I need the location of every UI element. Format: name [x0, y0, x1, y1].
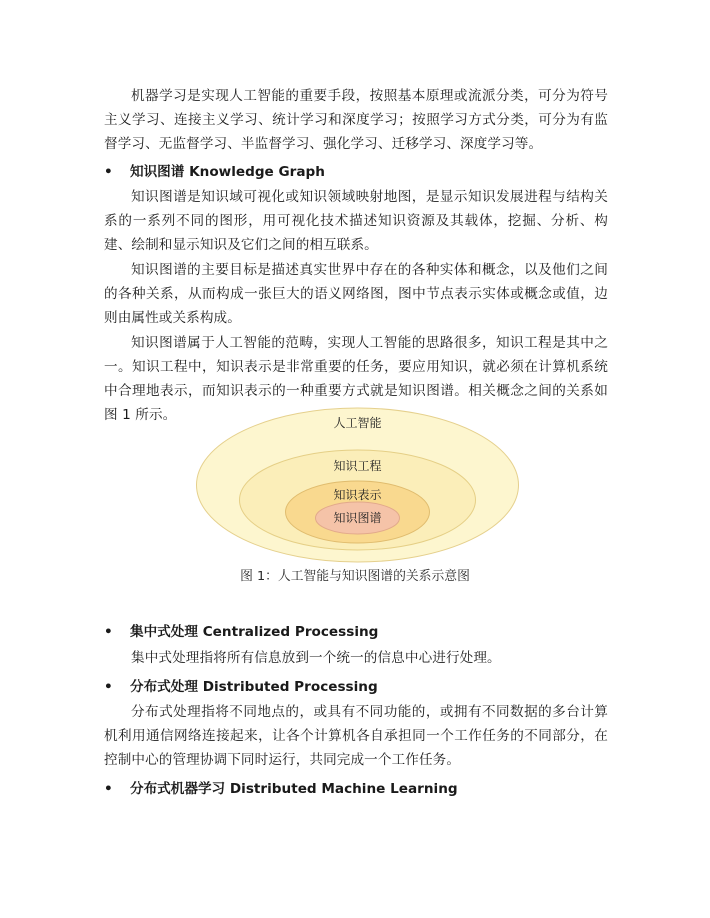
label-ke: 知识工程 [333, 459, 382, 473]
paragraph-kg-ai: 知识图谱属于人工智能的范畴，实现人工智能的思路很多，知识工程是其中之一。知识工程中，知识表示是非常重要的任务，要应用知识，就必须在计算机系统中合理地表示，而知识表示的一种重要方式就是知识图谱。相关概念之间的关系如图 1 所示。 [104, 335, 608, 423]
paragraph-distributed-definition: 分布式处理指将不同地点的，或具有不同功能的，或拥有不同数据的多台计算机利用通信网络连接起来，让各个计算机各自承担同一个工作任务的不同部分，在控制中心的管理协调下同时运行，共同完成一个工作任务。 [104, 704, 608, 768]
paragraph-kg-goal: 知识图谱的主要目标是描述真实世界中存在的各种实体和概念，以及他们之间的各种关系，从而构成一张巨大的语义网络图，图中节点表示实体或概念或值，边则由属性或关系构成。 [104, 262, 608, 326]
paragraph-ml-intro: 机器学习是实现人工智能的重要手段，按照基本原理或流派分类，可分为符号主义学习、连接主义学习、统计学习和深度学习；按照学习方式分类，可分为有监督学习、无监督学习、半监督学习、强化学习、迁移学习、深度学习等。 [104, 88, 608, 152]
paragraph-kg-definition: 知识图谱是知识域可视化或知识领域映射地图，是显示知识发展进程与结构关系的一系列不同的图形，用可视化技术描述知识资源及其载体，挖掘、分析、构建、绘制和显示知识及它们之间的相互联系。 [104, 189, 608, 253]
label-kg: 知识图谱 [333, 511, 382, 525]
paragraph-centralized-definition: 集中式处理指将所有信息放到一个统一的信息中心进行处理。 [131, 650, 501, 666]
figure-caption: 图 1：人工智能与知识图谱的关系示意图 [240, 569, 470, 584]
label-kr: 知识表示 [333, 488, 382, 502]
heading-centralized-processing: 集中式处理 Centralized Processing [130, 624, 379, 640]
bullet-marker: • [104, 679, 113, 695]
nested-ellipse-diagram [195, 406, 520, 564]
heading-distributed-processing: 分布式处理 Distributed Processing [130, 679, 378, 695]
heading-distributed-ml: 分布式机器学习 Distributed Machine Learning [130, 781, 458, 797]
bullet-marker: • [104, 781, 113, 797]
label-ai: 人工智能 [333, 416, 382, 430]
bullet-marker: • [104, 164, 113, 180]
heading-knowledge-graph: 知识图谱 Knowledge Graph [130, 164, 325, 180]
bullet-marker: • [104, 624, 113, 640]
